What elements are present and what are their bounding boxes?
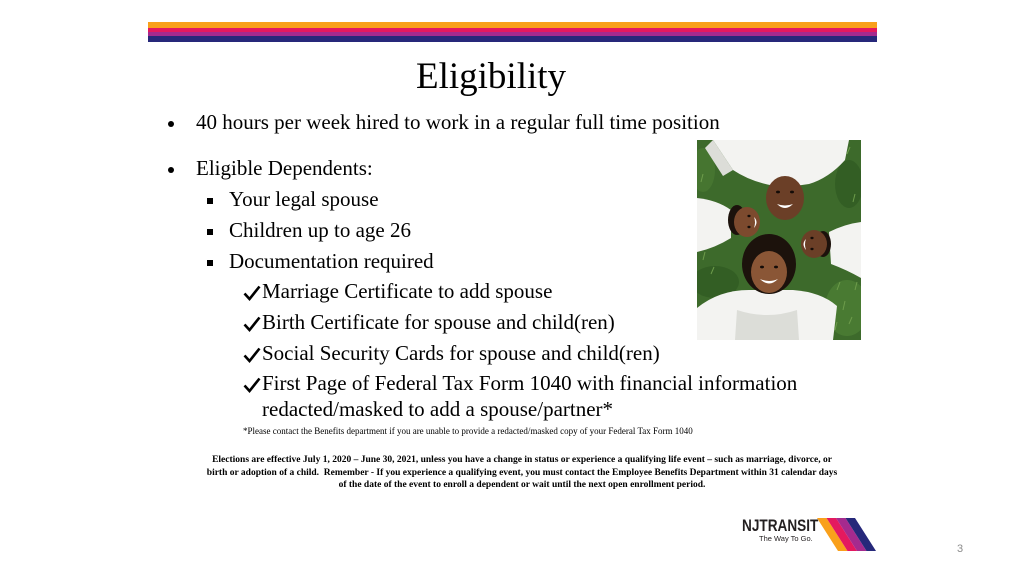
dependent-item-text: Documentation required <box>229 249 434 273</box>
man-eye <box>776 191 780 194</box>
bullet-text: 40 hours per week hired to work in a regular full time position <box>196 110 720 134</box>
top-color-stripe <box>148 22 877 42</box>
check-icon <box>243 285 261 301</box>
check-icon <box>243 377 261 393</box>
notice-line: Elections are effective July 1, 2020 – June 30, 2021, unless you have a change in status or experience a qualifying life event – such as marriage, divorce, or <box>212 455 832 465</box>
bullet-hours <box>165 109 796 135</box>
girl-eye <box>747 215 750 217</box>
logo-stripes-icon <box>817 518 877 551</box>
dependent-item-text: Your legal spouse <box>229 187 379 211</box>
check-icon <box>243 316 261 332</box>
woman-eye <box>760 266 764 269</box>
dependent-item-spouse <box>205 186 709 212</box>
family-photo-graphic <box>697 140 861 340</box>
dependent-item-children <box>205 217 709 243</box>
woman-eye <box>774 266 778 269</box>
nj-transit-logo <box>740 514 880 554</box>
square-bullet-icon <box>207 198 213 204</box>
check-icon-stroke <box>245 349 260 362</box>
bullet-icon <box>168 121 174 127</box>
document-item-text: Marriage Certificate to add spouse <box>262 279 553 303</box>
footnote: *Please contact the Benefits department if you are unable to provide a redacted/masked copy of your Federal Tax Form 1040 <box>243 426 693 436</box>
girl-eye <box>747 226 750 228</box>
man-face <box>766 176 804 220</box>
family-photo <box>697 140 861 340</box>
square-bullet-icon <box>207 229 213 235</box>
document-item-text: Birth Certificate for spouse and child(ren) <box>262 310 615 334</box>
logo-wordmark <box>742 517 818 535</box>
bullet-icon <box>168 167 174 173</box>
document-item-social-security <box>243 340 832 366</box>
dependent-item-text: Children up to age 26 <box>229 218 411 242</box>
notice-line: birth or adoption of a child. Remember - If you experience a qualifying event, you must contact the Employee Benefits Department within 31 calendar days <box>206 467 838 478</box>
document-item-tax-form <box>243 370 832 422</box>
logo-mark: NJ <box>742 516 760 535</box>
document-item-text: Social Security Cards for spouse and child(ren) <box>262 341 660 365</box>
boy-eye <box>810 248 813 250</box>
dependent-item-documentation <box>205 248 709 274</box>
woman-face <box>751 251 787 293</box>
bullet-text: Eligible Dependents: <box>196 156 373 180</box>
stripe-band-navy <box>148 36 877 42</box>
document-item-text: First Page of Federal Tax Form 1040 with financial information redacted/masked to add a spouse/partner* <box>262 371 798 421</box>
check-icon-stroke <box>245 379 260 392</box>
man-eye <box>790 191 794 194</box>
page-number: 3 <box>957 543 964 555</box>
logo-tagline: The Way To Go. <box>759 534 813 543</box>
check-icon-stroke <box>245 318 260 331</box>
notice-line: of the date of the event to enroll a dependent or wait until the next open enrollment period. <box>338 480 706 490</box>
elections-notice <box>148 454 896 492</box>
boy-eye <box>810 237 813 239</box>
square-bullet-icon <box>207 260 213 266</box>
check-icon-stroke <box>245 287 260 300</box>
slide-title: Eligibility <box>415 56 567 97</box>
check-icon <box>243 347 261 363</box>
logo-name: TRANSIT <box>759 516 819 535</box>
